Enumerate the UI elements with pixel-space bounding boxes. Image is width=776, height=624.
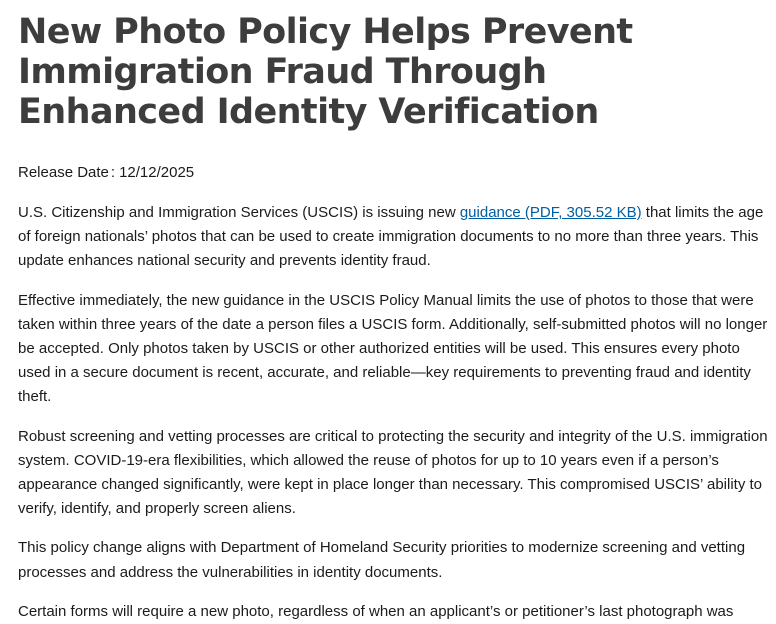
article-content: [18, 12, 774, 624]
paragraph-screening: Robust screening and vetting processes are critical to protecting the security and integrity of the U.S. immigration system. COVID-19-era flexibilities, which allowed the reuse of photos for up to 10 years even if a person’s appearance changed significantly, were kept in place longer than necessary. This compromised USCIS’ ability to verify, identify, and properly screen aliens.: [18, 427, 768, 518]
paragraph-intro: [18, 201, 774, 274]
paragraph-intro-lead: U.S. Citizenship and Immigration Services (USCIS) is issuing new: [18, 204, 460, 221]
release-date-label: Release Date: [18, 164, 109, 181]
paragraph-intro-rest: that limits the age of foreign nationals’ photos that can be used to create immigration documents to no more than three years. This update enhances national security and prevents identity fraud.: [18, 204, 764, 270]
paragraph-policy-alignment: This policy change aligns with Department of Homeland Security priorities to modernize screening and vetting processes and address the vulnerabilities in identity documents.: [18, 539, 746, 581]
release-date-separator: :: [110, 164, 116, 181]
release-date-value: 12/12/2025: [119, 164, 195, 181]
release-date-line: [18, 163, 774, 183]
paragraph-new-photo: Certain forms will require a new photo, regardless of when an applicant’s or petitioner’s last photograph was: [18, 602, 734, 620]
page-title: New Photo Policy Helps Prevent Immigration Fraud Through Enhanced Identity Verification: [18, 12, 633, 132]
guidance-pdf-link[interactable]: guidance (PDF, 305.52 KB): [459, 204, 642, 221]
paragraph-effective: Effective immediately, the new guidance in the USCIS Policy Manual limits the use of photos to those that were taken within three years of the date a person files a USCIS form. Additionally, self-submitted photos will no longer be accepted. Only photos taken by USCIS or other authorized entities will be used. This ensures every photo used in a secure document is recent, accurate, and reliable—key requirements to preventing fraud and identity theft.: [18, 291, 768, 406]
